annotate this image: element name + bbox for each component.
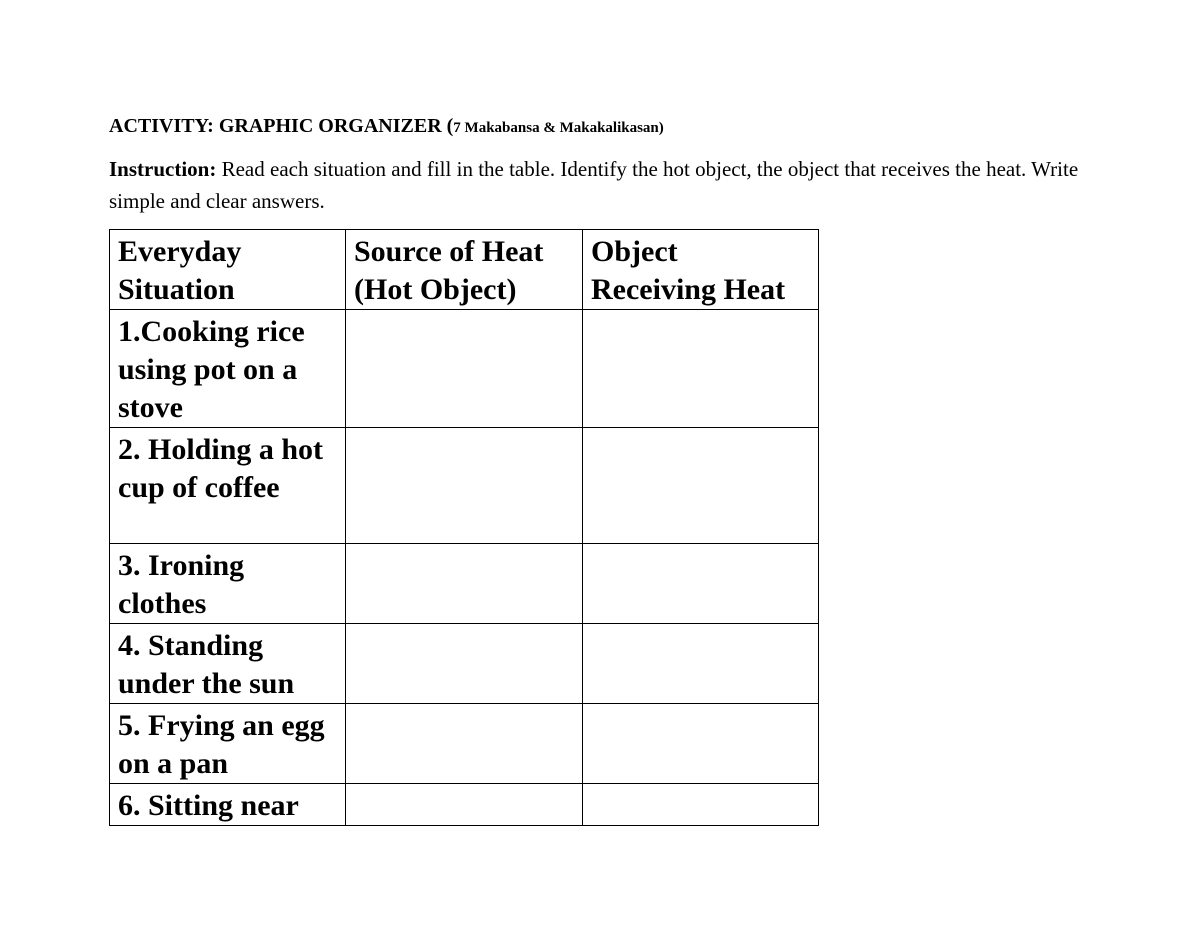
instruction-label: Instruction:: [109, 157, 217, 181]
source-answer-cell[interactable]: [346, 624, 583, 704]
situation-cell: 1.Cooking rice using pot on a stove: [110, 310, 346, 428]
receiver-answer-cell[interactable]: [583, 784, 819, 826]
source-answer-cell[interactable]: [346, 544, 583, 624]
table-row: [110, 624, 819, 704]
graphic-organizer-table: [109, 229, 819, 826]
header-source-of-heat: Source of Heat (Hot Object): [346, 230, 583, 310]
activity-title-main: ACTIVITY: GRAPHIC ORGANIZER (: [109, 115, 454, 137]
receiver-answer-cell[interactable]: [583, 544, 819, 624]
situation-cell: 5. Frying an egg on a pan: [110, 704, 346, 784]
situation-cell: 3. Ironing clothes: [110, 544, 346, 624]
instruction-paragraph: [109, 153, 1099, 217]
table-row: [110, 784, 819, 826]
source-answer-cell[interactable]: [346, 310, 583, 428]
table-header-row: [110, 230, 819, 310]
source-answer-cell[interactable]: [346, 784, 583, 826]
header-object-receiving-heat: Object Receiving Heat: [583, 230, 819, 310]
source-answer-cell[interactable]: [346, 428, 583, 544]
header-everyday-situation: Everyday Situation: [110, 230, 346, 310]
receiver-answer-cell[interactable]: [583, 624, 819, 704]
situation-cell: 6. Sitting near: [110, 784, 346, 826]
receiver-answer-cell[interactable]: [583, 428, 819, 544]
table-row: [110, 310, 819, 428]
receiver-answer-cell[interactable]: [583, 704, 819, 784]
table-row: [110, 428, 819, 544]
situation-cell: 2. Holding a hot cup of coffee: [110, 428, 346, 544]
table-row: [110, 704, 819, 784]
instruction-text: Read each situation and fill in the table. Identify the hot object, the object that receives the heat. Write simple and clear answers.: [109, 157, 1079, 213]
receiver-answer-cell[interactable]: [583, 310, 819, 428]
activity-title-subject: 7 Makabansa & Makakalikasan): [453, 120, 664, 136]
source-answer-cell[interactable]: [346, 704, 583, 784]
activity-title: [109, 112, 664, 142]
table-row: [110, 544, 819, 624]
situation-cell: 4. Standing under the sun: [110, 624, 346, 704]
